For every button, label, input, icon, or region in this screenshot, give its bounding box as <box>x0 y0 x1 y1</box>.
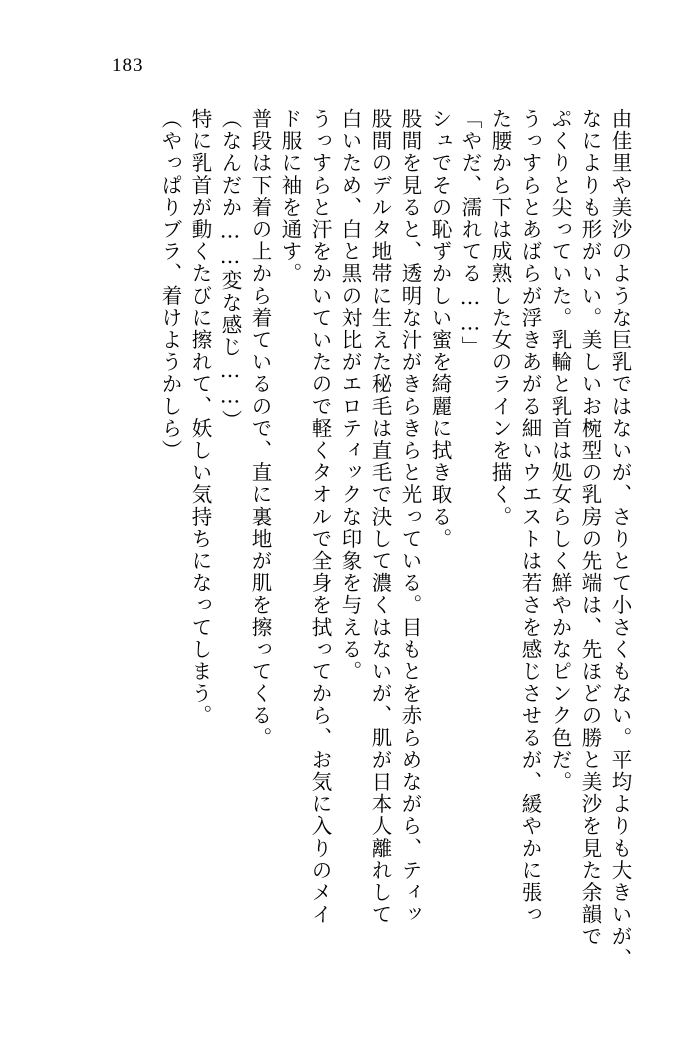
text-column: なによりも形がいい。美しいお椀型の乳房の先端は、先ほどの勝と美沙を見た余韻で <box>578 108 602 948</box>
text-column: 股間のデルタ地帯に生えた秘毛は直毛で決して濃くはないが、肌が日本人離れして <box>368 108 392 926</box>
text-column: （なんだか……変な感じ……） <box>218 108 242 432</box>
text-column: 由佳里や美沙のような巨乳ではないが、さりとて小さくもない。平均よりも大きいが、 <box>608 108 632 970</box>
text-column: （やっぱりブラ、着けようかしら） <box>158 108 182 462</box>
text-column: ぷくりと尖っていた。乳輪と乳首は処女らしく鮮やかなピンク色だ。 <box>548 108 572 794</box>
text-column: うっすらとあばらが浮きあがる細いウエストは若さを感じさせるが、緩やかに張っ <box>518 108 542 926</box>
text-column: 股間を見ると、透明な汁がきらきらと光っている。目もとを赤らめながら、ティッ <box>398 108 422 926</box>
text-column: 特に乳首が動くたびに擦れて、妖しい気持ちになってしまう。 <box>188 108 212 727</box>
page-number: 183 <box>112 55 144 76</box>
text-column: ド服に袖を通す。 <box>278 108 302 285</box>
vertical-text-block <box>70 108 630 978</box>
text-column: 「やだ、濡れてる……」 <box>458 108 482 359</box>
text-column: 白いため、白と黒の対比がエロティックな印象を与える。 <box>338 108 362 683</box>
text-column: た腰から下は成熟した女のラインを描く。 <box>488 108 512 528</box>
text-column: 普段は下着の上から着ているので、直に裏地が肌を擦ってくる。 <box>248 108 272 749</box>
text-column: シュでその恥ずかしい蜜を綺麗に拭き取る。 <box>428 108 452 550</box>
text-column: うっすらと汗をかいていたので軽くタオルで全身を拭ってから、お気に入りのメイ <box>308 108 332 926</box>
